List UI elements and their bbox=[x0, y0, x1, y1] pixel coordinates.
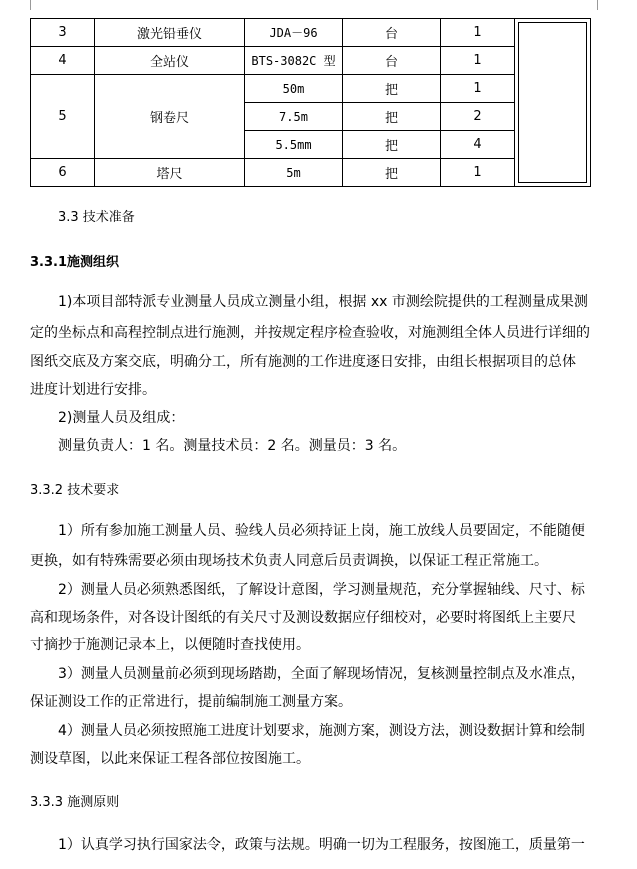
cell-unit: 台 bbox=[343, 19, 441, 47]
cell-unit: 把 bbox=[343, 75, 441, 103]
crop-mark-right bbox=[597, 0, 598, 10]
paragraph-line: 测量负责人：1 名。测量技术员：2 名。测量员：3 名。 bbox=[58, 438, 407, 454]
cell-name: 全站仪 bbox=[95, 47, 245, 75]
paragraph-line: 测设草图，以此来保证工程各部位按图施工。 bbox=[30, 751, 310, 767]
paragraph-line: 更换，如有特殊需要必须由现场技术负责人同意后员责调换，以保证工程正常施工。 bbox=[30, 553, 548, 569]
section-heading-3-3-2: 3.3.2 技术要求 bbox=[30, 483, 120, 498]
cell-unit: 把 bbox=[343, 103, 441, 131]
cell-spec: 5.5mm bbox=[245, 131, 343, 159]
cell-qty: 1 bbox=[441, 47, 515, 75]
paragraph-line: 1）所有参加施工测量人员、验线人员必须持证上岗，施工放线人员要固定，不能随便 bbox=[58, 523, 585, 539]
paragraph-line: 2）测量人员必须熟悉图纸，了解设计意图，学习测量规范，充分掌握轴线、尺寸、标 bbox=[58, 582, 585, 598]
paragraph-line: 1）认真学习执行国家法令，政策与法规。明确一切为工程服务，按图施工，质量第一 bbox=[58, 837, 585, 853]
cell-unit: 台 bbox=[343, 47, 441, 75]
cell-qty: 4 bbox=[441, 131, 515, 159]
table-row bbox=[31, 75, 591, 103]
cell-name: 塔尺 bbox=[95, 159, 245, 187]
section-heading-3-3-1: 3.3.1施测组织 bbox=[30, 255, 120, 270]
blank-remark-cell bbox=[515, 19, 591, 187]
cell-qty: 1 bbox=[441, 75, 515, 103]
cell-no: 5 bbox=[31, 75, 95, 159]
cell-no: 6 bbox=[31, 159, 95, 187]
paragraph-line: 定的坐标点和高程控制点进行施测，并按规定程序检查验收，对施测组全体人员进行详细的 bbox=[30, 325, 590, 341]
cell-name: 钢卷尺 bbox=[95, 75, 245, 159]
cell-qty: 2 bbox=[441, 103, 515, 131]
table-row bbox=[31, 159, 591, 187]
paragraph-line: 1)本项目部特派专业测量人员成立测量小组，根据 xx 市测绘院提供的工程测量成果测 bbox=[58, 294, 588, 310]
paragraph-line: 图纸交底及方案交底，明确分工，所有施测的工作进度逐日安排，由组长根据项目的总体 bbox=[30, 354, 576, 370]
crop-mark-left bbox=[30, 0, 31, 10]
cell-spec: JDA－96 bbox=[245, 19, 343, 47]
cell-unit: 把 bbox=[343, 159, 441, 187]
cell-qty: 1 bbox=[441, 19, 515, 47]
cell-no: 3 bbox=[31, 19, 95, 47]
section-heading-3-3-3: 3.3.3 施测原则 bbox=[30, 795, 120, 810]
cell-spec: 7.5m bbox=[245, 103, 343, 131]
equipment-table bbox=[30, 18, 591, 187]
paragraph-line: 4）测量人员必须按照施工进度计划要求，施测方案，测设方法，测设数据计算和绘制 bbox=[58, 723, 585, 739]
paragraph-line: 3）测量人员测量前必须到现场踏勘，全面了解现场情况，复核测量控制点及水准点， bbox=[58, 666, 585, 682]
cell-unit: 把 bbox=[343, 131, 441, 159]
cell-spec: 50m bbox=[245, 75, 343, 103]
paragraph-line: 进度计划进行安排。 bbox=[30, 382, 156, 398]
paragraph-line: 保证测设工作的正常进行，提前编制施工测量方案。 bbox=[30, 694, 352, 710]
cell-spec: 5m bbox=[245, 159, 343, 187]
cell-qty: 1 bbox=[441, 159, 515, 187]
remark-frame bbox=[518, 22, 587, 183]
paragraph-line: 寸摘抄于施测记录本上，以便随时查找使用。 bbox=[30, 637, 310, 653]
paragraph-line: 2)测量人员及组成： bbox=[58, 410, 185, 426]
paragraph-line: 高和现场条件，对各设计图纸的有关尺寸及测设数据应仔细校对，必要时将图纸上主要尺 bbox=[30, 610, 576, 626]
table-row bbox=[31, 19, 591, 47]
cell-spec: BTS-3082C 型 bbox=[245, 47, 343, 75]
cell-name: 激光铅垂仪 bbox=[95, 19, 245, 47]
cell-no: 4 bbox=[31, 47, 95, 75]
section-heading-3-3: 3.3 技术准备 bbox=[58, 210, 135, 225]
table-row bbox=[31, 47, 591, 75]
